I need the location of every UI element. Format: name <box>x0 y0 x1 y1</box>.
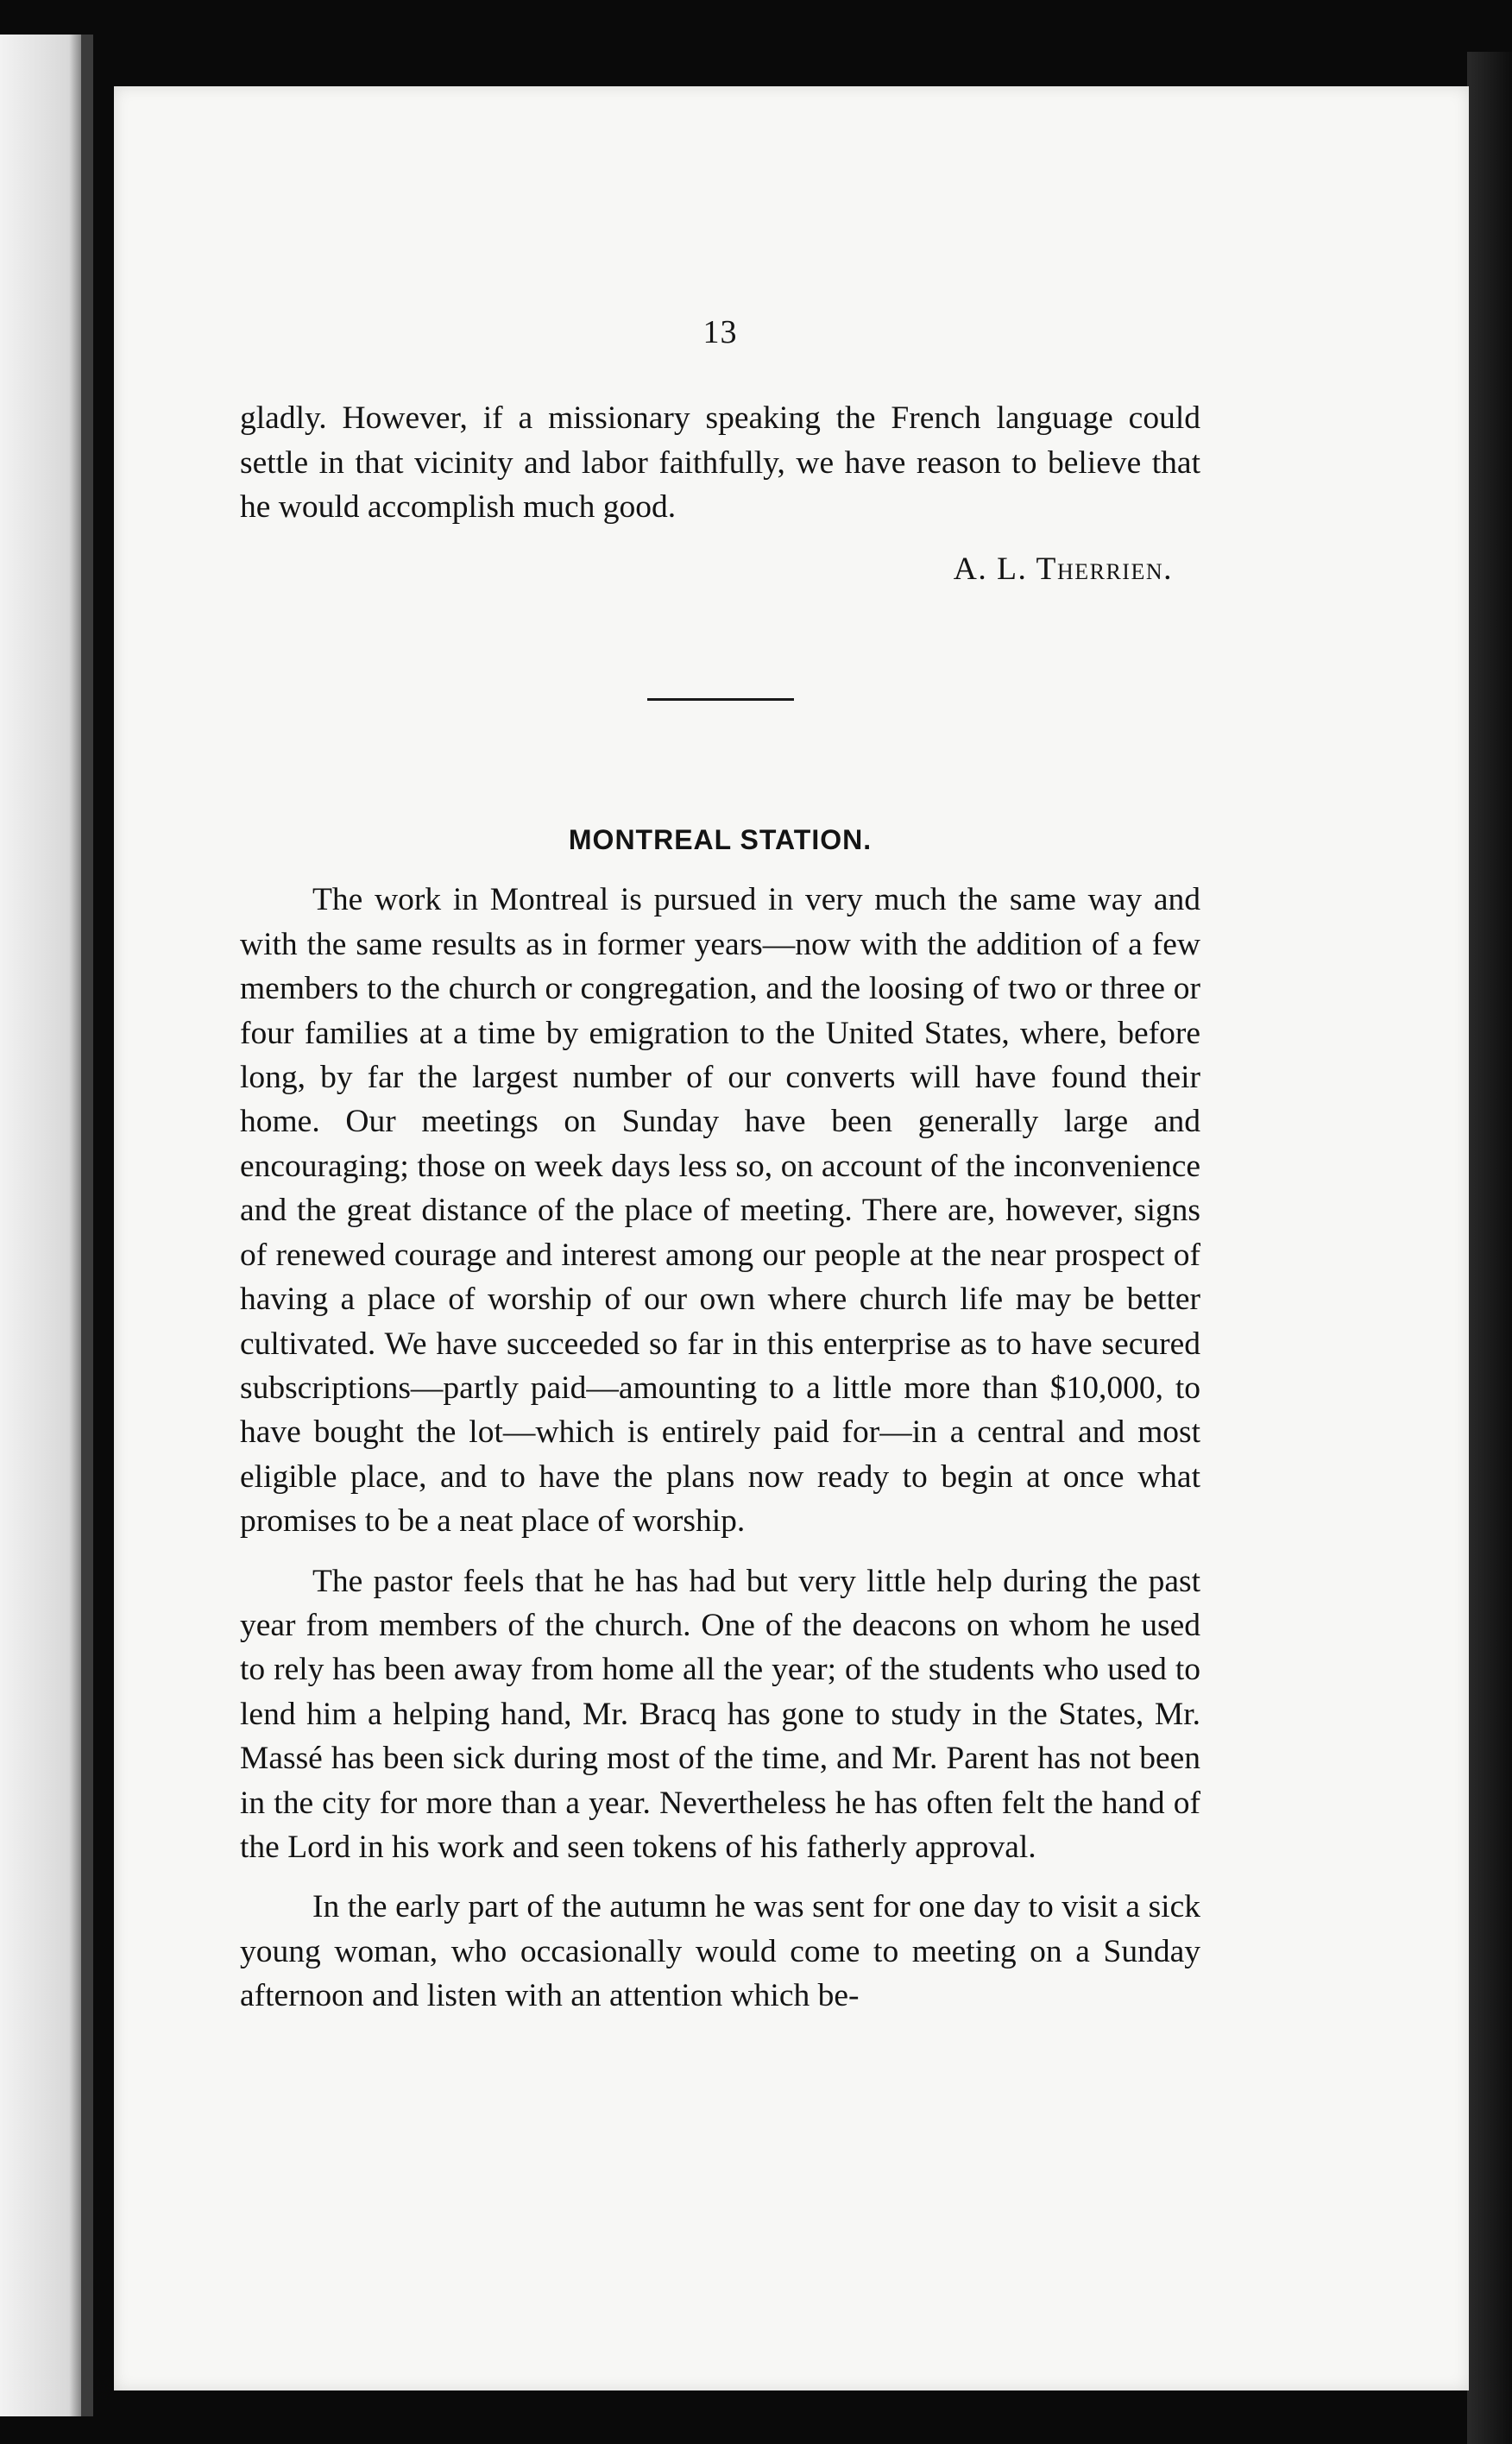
left-page-edge <box>0 35 86 2416</box>
intro-paragraph: gladly. However, if a missionary speaking the French language could settle in that vicinity and labor faithfully, we have reason to believe that he would accomplish much good. <box>240 400 1200 526</box>
body-paragraph-1: The work in Montreal is pursued in very much the same way and with the same results as in former years—now with the addition of a few members to the church or congregation, and the loosing of two or three or four families at a time by emigration to the United States, where, before long, by far the largest number of our converts will have found their home. Our meetings on Sunday have been generally large and encouraging; those on week days less so, on account of the inconvenience and the great distance of the place of meeting. There are, however, signs of renewed courage and interest among our people at the near prospect of having a place of worship of our own where church life may be better cultivated. We have succeeded so far in this enterprise as to have secured subscriptions—partly paid—amounting to a little more than $10,000, to have bought the lot—which is entirely paid for—in a central and most eligible place, and to have the plans now ready to begin at once what promises to be a neat place of worship. <box>240 882 1200 1540</box>
body-paragraph-2: The pastor feels that he has had but very little help during the past year from members of the church. One of the deacons on whom he used to rely has been away from home all the year; of the students who used to lend him a helping hand, Mr. Bracq has gone to study in the States, Mr. Massé has been sick during most of the time, and Mr. Parent has not been in the city for more than a year. Nevertheless he has often felt the hand of the Lord in his work and seen tokens of his fatherly approval. <box>240 1563 1200 1865</box>
book-binding <box>1467 52 1512 2444</box>
page-text <box>240 311 1200 2019</box>
page-number: 13 <box>702 314 738 350</box>
signature: A. L. Therrien. <box>953 551 1173 587</box>
section-divider <box>647 698 794 701</box>
section-heading: MONTREAL STATION. <box>568 824 873 856</box>
body-paragraph-3: In the early part of the autumn he was sent for one day to visit a sick young woman, who occasionally would come to meeting on a Sunday afternoon and listen with an attention which be- <box>240 1889 1200 2014</box>
